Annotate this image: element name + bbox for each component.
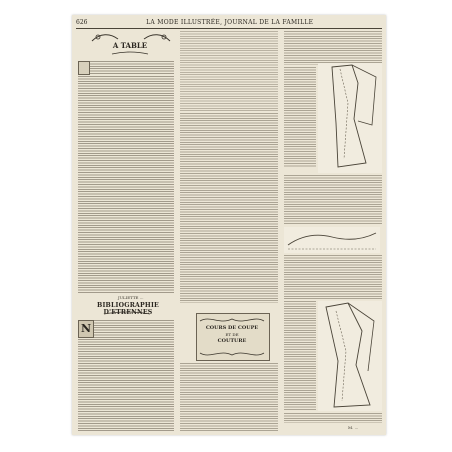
cours-box-line1: COURS DE COUPE [205,325,259,331]
right-column-text [284,67,316,167]
cours-box-line3: COUTURE [217,338,247,344]
pattern-diagram-middle [284,227,380,253]
a-table-article-text [78,76,174,294]
right-column-text [284,175,382,225]
running-title: LA MODE ILLUSTRÉE, JOURNAL DE LA FAMILLE [146,19,314,26]
cours-box-line2: ET DE [225,332,239,337]
drop-cap-n: N [78,320,94,338]
pattern-diagram-bottom [318,301,382,411]
right-column-text [284,413,382,423]
bibliographie-text [94,320,174,338]
bibliographie-text [78,339,174,431]
a-table-title: A TABLE [112,41,148,50]
page-header [76,18,382,27]
signature-right: M. ... [348,425,359,430]
signature-left: JULIETTE ... [118,295,144,300]
page-number: 626 [76,19,88,26]
bibliographie-title: BIBLIOGRAPHIE D'ETRENNES [97,302,159,316]
right-column-text [284,301,316,411]
right-column-text [284,255,382,299]
bibliographie-ornament [102,311,152,317]
right-column-text [284,31,382,65]
middle-column-text [180,363,278,431]
header-rule [76,28,382,29]
pattern-diagram-top [318,63,382,173]
middle-column-text [180,31,278,111]
a-table-underline-ornament [110,51,150,57]
a-table-article-text [90,61,174,75]
newspaper-page [72,15,386,435]
middle-column-text [180,113,278,303]
drop-cap-box [78,61,90,75]
